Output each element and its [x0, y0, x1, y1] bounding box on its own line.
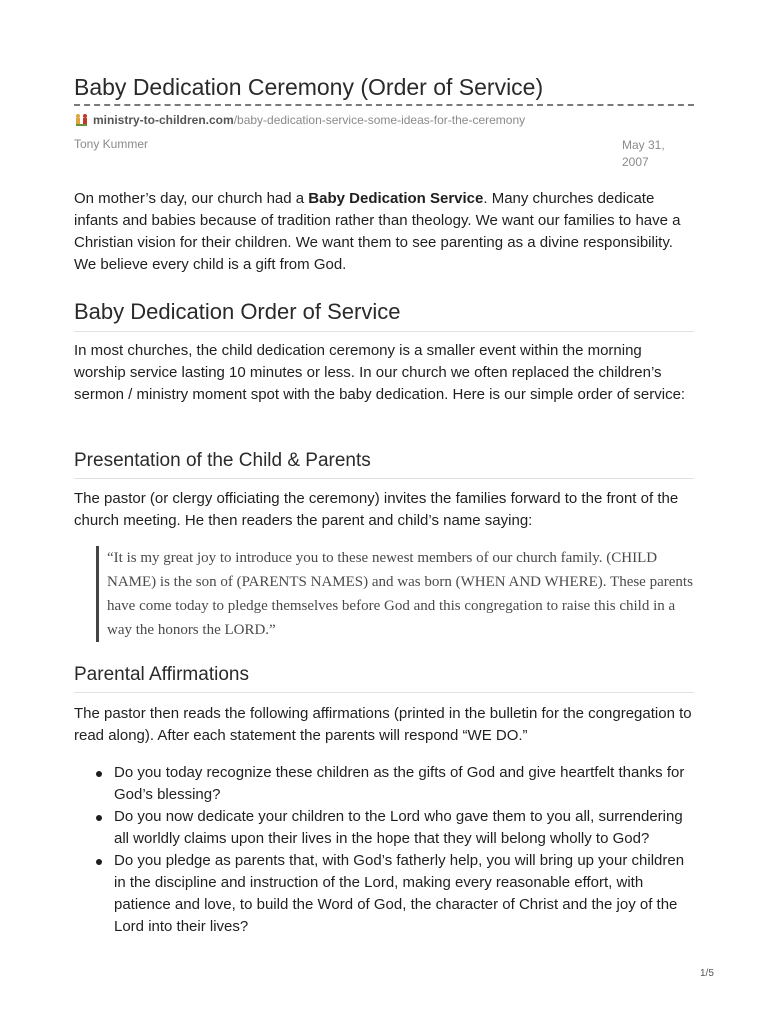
source-path[interactable]: /baby-dedication-service-some-ideas-for-the-ceremony [233, 113, 526, 127]
bullet-icon [96, 771, 102, 777]
section-affirmations-paragraph: The pastor then reads the following affirmations (printed in the bulletin for the congregation to read along). After each statement the parents will respond “WE DO.” [74, 705, 692, 744]
section-heading-order-of-service: Baby Dedication Order of Service [74, 297, 694, 332]
list-item-text: Do you today recognize these children as the gifts of God and give heartfelt thanks for God’s blessing? [114, 764, 685, 803]
page-title: Baby Dedication Ceremony (Order of Service) [74, 74, 544, 100]
publish-date: May 31, 2007 [622, 138, 665, 169]
bullet-icon [96, 859, 102, 865]
list-item-text: Do you pledge as parents that, with God’s fatherly help, you will bring up your children in the discipline and instruction of the Lord, making every reasonable effort, with patience and love, to build the Word of God, the character of Christ and the joy of the Lord into their lives? [114, 852, 685, 935]
list-item-text: Do you now dedicate your children to the Lord who gave them to you all, surrendering all worldly claims upon their lives in the hope that they will belong wholly to God? [114, 808, 683, 847]
list-item [74, 762, 696, 806]
intro-paragraph [74, 188, 696, 276]
ministry-logo-icon [74, 113, 90, 127]
author-name: Tony Kummer [74, 137, 149, 151]
bullet-icon [96, 815, 102, 821]
list-item [74, 850, 696, 938]
section-order-of-service-paragraph: In most churches, the child dedication ceremony is a smaller event within the morning worship service lasting 10 minutes or less. In our church we often replaced the children’s sermon / ministry moment spot with the baby dedication. Here is our simple order of service: [74, 342, 686, 403]
title-divider [74, 104, 694, 106]
list-item [74, 806, 696, 850]
pastor-quote: “It is my great joy to introduce you to these newest members of our church family. (CHILD NAME) is the son of (PARENTS NAMES) and was born (WHEN AND WHERE). These parents have come today to pledge themselves before God and this congregation to raise this child in a way the honors the LORD.” [96, 546, 703, 642]
source-domain-link[interactable]: ministry-to-children.com [93, 113, 234, 127]
intro-text-end: . Many churches dedicate infants and babies because of tradition rather than theology. We want our families to have a Christian vision for their children. We want them to see parenting as a divine responsibility. We believe every child is a gift from God. [74, 190, 681, 273]
source-line [74, 111, 525, 129]
section-presentation-paragraph: The pastor (or clergy officiating the ceremony) invites the families forward to the front of the church meeting. He then readers the parent and child’s name saying: [74, 490, 679, 529]
intro-text-start: On mother’s day, our church had a [74, 190, 309, 207]
section-heading-presentation: Presentation of the Child & Parents [74, 447, 694, 479]
affirmations-list [74, 762, 696, 938]
page-number: 1/5 [700, 968, 714, 979]
intro-bold-text: Baby Dedication Service [308, 190, 484, 207]
section-heading-parental-affirmations: Parental Affirmations [74, 661, 694, 693]
